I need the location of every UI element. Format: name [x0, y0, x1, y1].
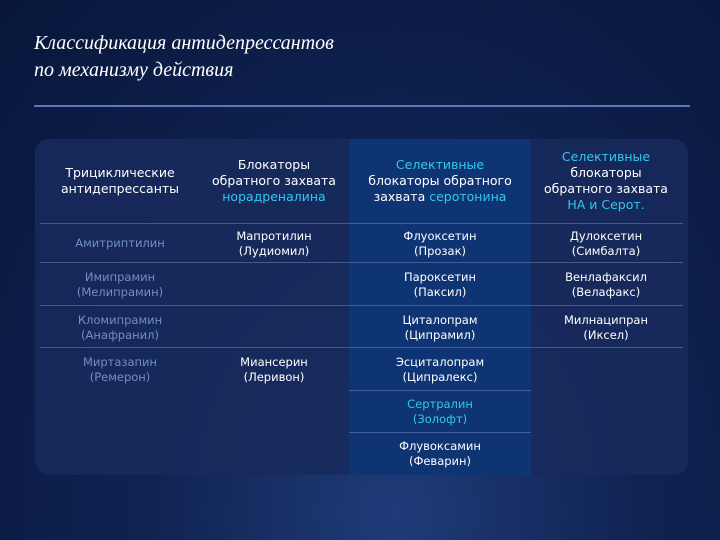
row-separator-3 — [40, 347, 683, 348]
header-snri-line2: блокаторы — [570, 165, 642, 180]
drug-milnacipran: Милнаципран (Иксел) — [564, 313, 648, 342]
drug-paroxetine: Пароксетин (Паксил) — [403, 270, 477, 299]
header-snri-line3: обратного захвата — [544, 181, 668, 196]
row-separator-4 — [349, 390, 531, 391]
header-ssri-line2: блокаторы обратного — [368, 173, 512, 188]
title-line-2: по механизму действия — [34, 59, 234, 81]
drug-mirtazapine: Миртазапин (Ремерон) — [82, 355, 158, 384]
header-snri-line1: Селективные — [561, 149, 651, 164]
header-snri-line4: НА и Серот. — [567, 197, 645, 212]
drug-sertraline: Сертралин (Золофт) — [407, 397, 473, 426]
header-tricyclic-line1: Трициклические — [65, 165, 175, 180]
row-separator-1 — [40, 262, 683, 263]
header-nri-line3: норадреналина — [222, 189, 326, 204]
header-ssri — [349, 140, 531, 222]
drug-imipramine: Имипрамин (Мелипрамин) — [76, 270, 164, 299]
drug-mianserin: Миансерин (Леривон) — [240, 355, 308, 384]
drug-maprotiline: Мапротилин (Лудиомил) — [236, 229, 312, 258]
title-divider — [34, 105, 690, 107]
header-snri — [531, 140, 681, 222]
header-ssri-line1: Селективные — [395, 157, 485, 172]
header-tricyclic — [40, 140, 200, 222]
header-ssri-line3a: захвата — [373, 189, 430, 204]
drug-fluvoxamine: Флувоксамин (Феварин) — [399, 439, 481, 468]
header-ssri-line3b: серотонина — [429, 189, 507, 204]
row-separator-2 — [40, 305, 683, 306]
header-nri — [200, 140, 348, 222]
header-nri-line1: Блокаторы — [237, 157, 311, 172]
header-separator — [40, 223, 683, 224]
header-nri-line2: обратного захвата — [212, 173, 336, 188]
title-line-1: Классификация антидепрессантов — [34, 32, 334, 54]
slide-title — [34, 30, 334, 84]
drug-duloxetine: Дулоксетин (Симбалта) — [569, 229, 643, 258]
drug-clomipramine: Кломипрамин (Анафранил) — [77, 313, 163, 342]
drug-escitalopram: Эсциталопрам (Ципралекс) — [395, 355, 485, 384]
header-tricyclic-line2: антидепрессанты — [60, 181, 180, 196]
drug-citalopram: Циталопрам (Ципрамил) — [402, 313, 478, 342]
drug-venlafaxine: Венлафаксил (Велафакс) — [565, 270, 647, 299]
row-separator-5 — [349, 432, 531, 433]
drug-amitriptyline: Амитриптилин — [75, 236, 165, 250]
drug-fluoxetine: Флуоксетин (Прозак) — [403, 229, 477, 258]
